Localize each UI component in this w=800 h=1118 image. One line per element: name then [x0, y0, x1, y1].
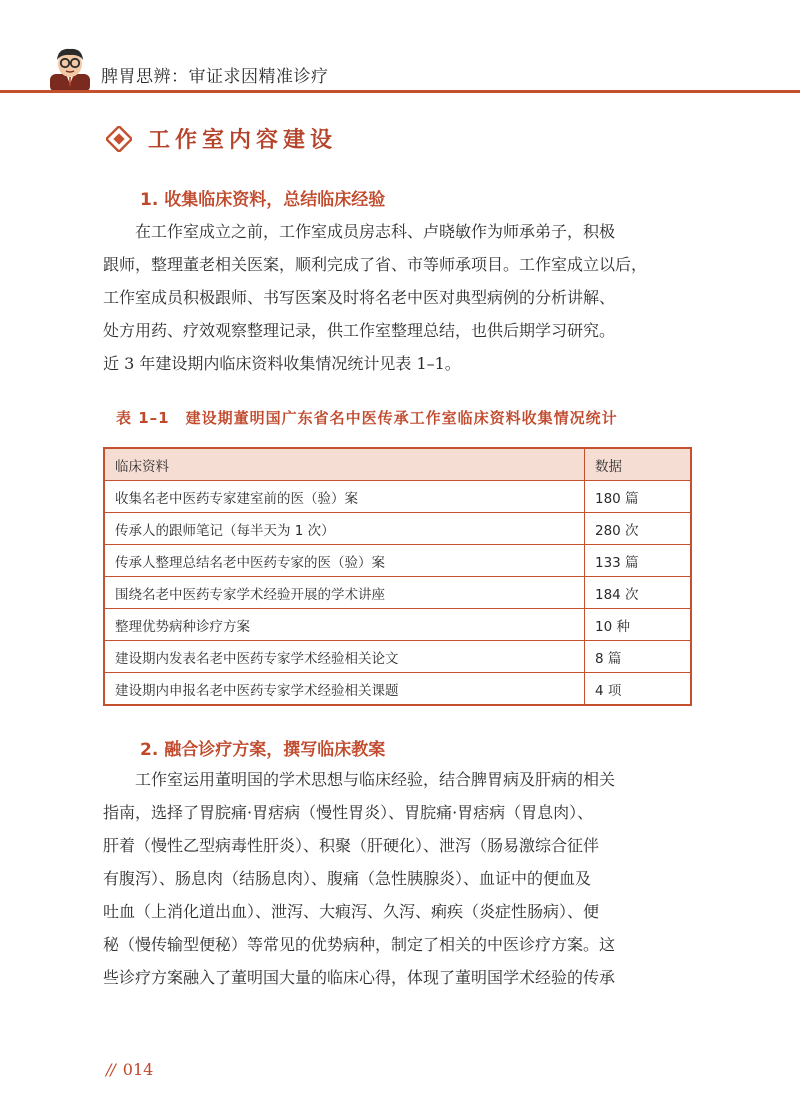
paragraph-line: 些诊疗方案融入了董明国大量的临床心得，体现了董明国学术经验的传承 [103, 968, 616, 987]
table-cell: 围绕名老中医药专家学术经验开展的学术讲座 [104, 577, 585, 609]
paragraph-1 [103, 215, 703, 380]
column-header: 临床资料 [104, 448, 585, 481]
paragraph-line: 指南，选择了胃脘痛·胃痞病（慢性胃炎）、胃脘痛·胃痞病（胃息肉）、 [103, 803, 594, 822]
paragraph-line: 近 3 年建设期内临床资料收集情况统计见表 1–1。 [103, 354, 461, 373]
header-divider [0, 90, 800, 93]
table-cell: 建设期内发表名老中医药专家学术经验相关论文 [104, 641, 585, 673]
table-cell: 收集名老中医药专家建室前的医（验）案 [104, 481, 585, 513]
table-row [104, 641, 691, 673]
page-header [0, 0, 800, 100]
table-cell: 建设期内申报名老中医药专家学术经验相关课题 [104, 673, 585, 706]
table-row [104, 577, 691, 609]
column-header: 数据 [585, 448, 692, 481]
table-cell: 传承人整理总结名老中医药专家的医（验）案 [104, 545, 585, 577]
table-cell: 传承人的跟师笔记（每半天为 1 次） [104, 513, 585, 545]
clinical-data-table [103, 447, 692, 706]
table-cell: 180 篇 [585, 481, 692, 513]
paragraph-line: 工作室运用董明国的学术思想与临床经验，结合脾胃病及肝病的相关 [135, 770, 616, 789]
table-row [104, 609, 691, 641]
paragraph-line: 在工作室成立之前，工作室成员房志科、卢晓敏作为师承弟子，积极 [135, 222, 616, 241]
table-cell: 整理优势病种诊疗方案 [104, 609, 585, 641]
table-row [104, 481, 691, 513]
section-title: 工作室内容建设 [148, 127, 338, 153]
author-avatar-icon [46, 44, 94, 92]
section-heading [106, 123, 337, 154]
paragraph-line: 肝着（慢性乙型病毒性肝炎）、积聚（肝硬化）、泄泻（肠易激综合征伴 [103, 836, 600, 855]
page-footer [106, 1060, 153, 1079]
table-cell: 280 次 [585, 513, 692, 545]
paragraph-line: 秘（慢传输型便秘）等常见的优势病种，制定了相关的中医诊疗方案。这 [103, 935, 616, 954]
table-row [104, 545, 691, 577]
paragraph-line: 吐血（上消化道出血）、泄泻、大瘕泻、久泻、痢疾（炎症性肠病）、便 [103, 902, 600, 921]
table-cell: 184 次 [585, 577, 692, 609]
paragraph-line: 处方用药、疗效观察整理记录，供工作室整理总结，也供后期学习研究。 [103, 321, 616, 340]
page-number: 014 [122, 1060, 154, 1079]
table-cell: 4 项 [585, 673, 692, 706]
paragraph-line: 有腹泻）、肠息肉（结肠息肉）、腹痛（急性胰腺炎）、血证中的便血及 [103, 869, 592, 888]
table-header-row [104, 448, 691, 481]
table-cell: 133 篇 [585, 545, 692, 577]
table-row [104, 513, 691, 545]
diamond-icon [106, 126, 132, 152]
table-cell: 10 种 [585, 609, 692, 641]
subsection-2-title: 2. 融合诊疗方案，撰写临床教案 [140, 740, 386, 760]
header-title: 脾胃思辨：审证求因精准诊疗 [101, 67, 329, 87]
subsection-1-title: 1. 收集临床资料，总结临床经验 [140, 190, 386, 210]
paragraph-2 [103, 763, 703, 994]
footer-slash-mark: // [106, 1060, 115, 1079]
table-row [104, 673, 691, 706]
paragraph-line: 跟师，整理董老相关医案，顺利完成了省、市等师承项目。工作室成立以后， [103, 255, 648, 274]
table-caption: 表 1–1 建设期董明国广东省名中医传承工作室临床资料收集情况统计 [116, 409, 618, 427]
paragraph-line: 工作室成员积极跟师、书写医案及时将名老中医对典型病例的分析讲解、 [103, 288, 616, 307]
table-cell: 8 篇 [585, 641, 692, 673]
